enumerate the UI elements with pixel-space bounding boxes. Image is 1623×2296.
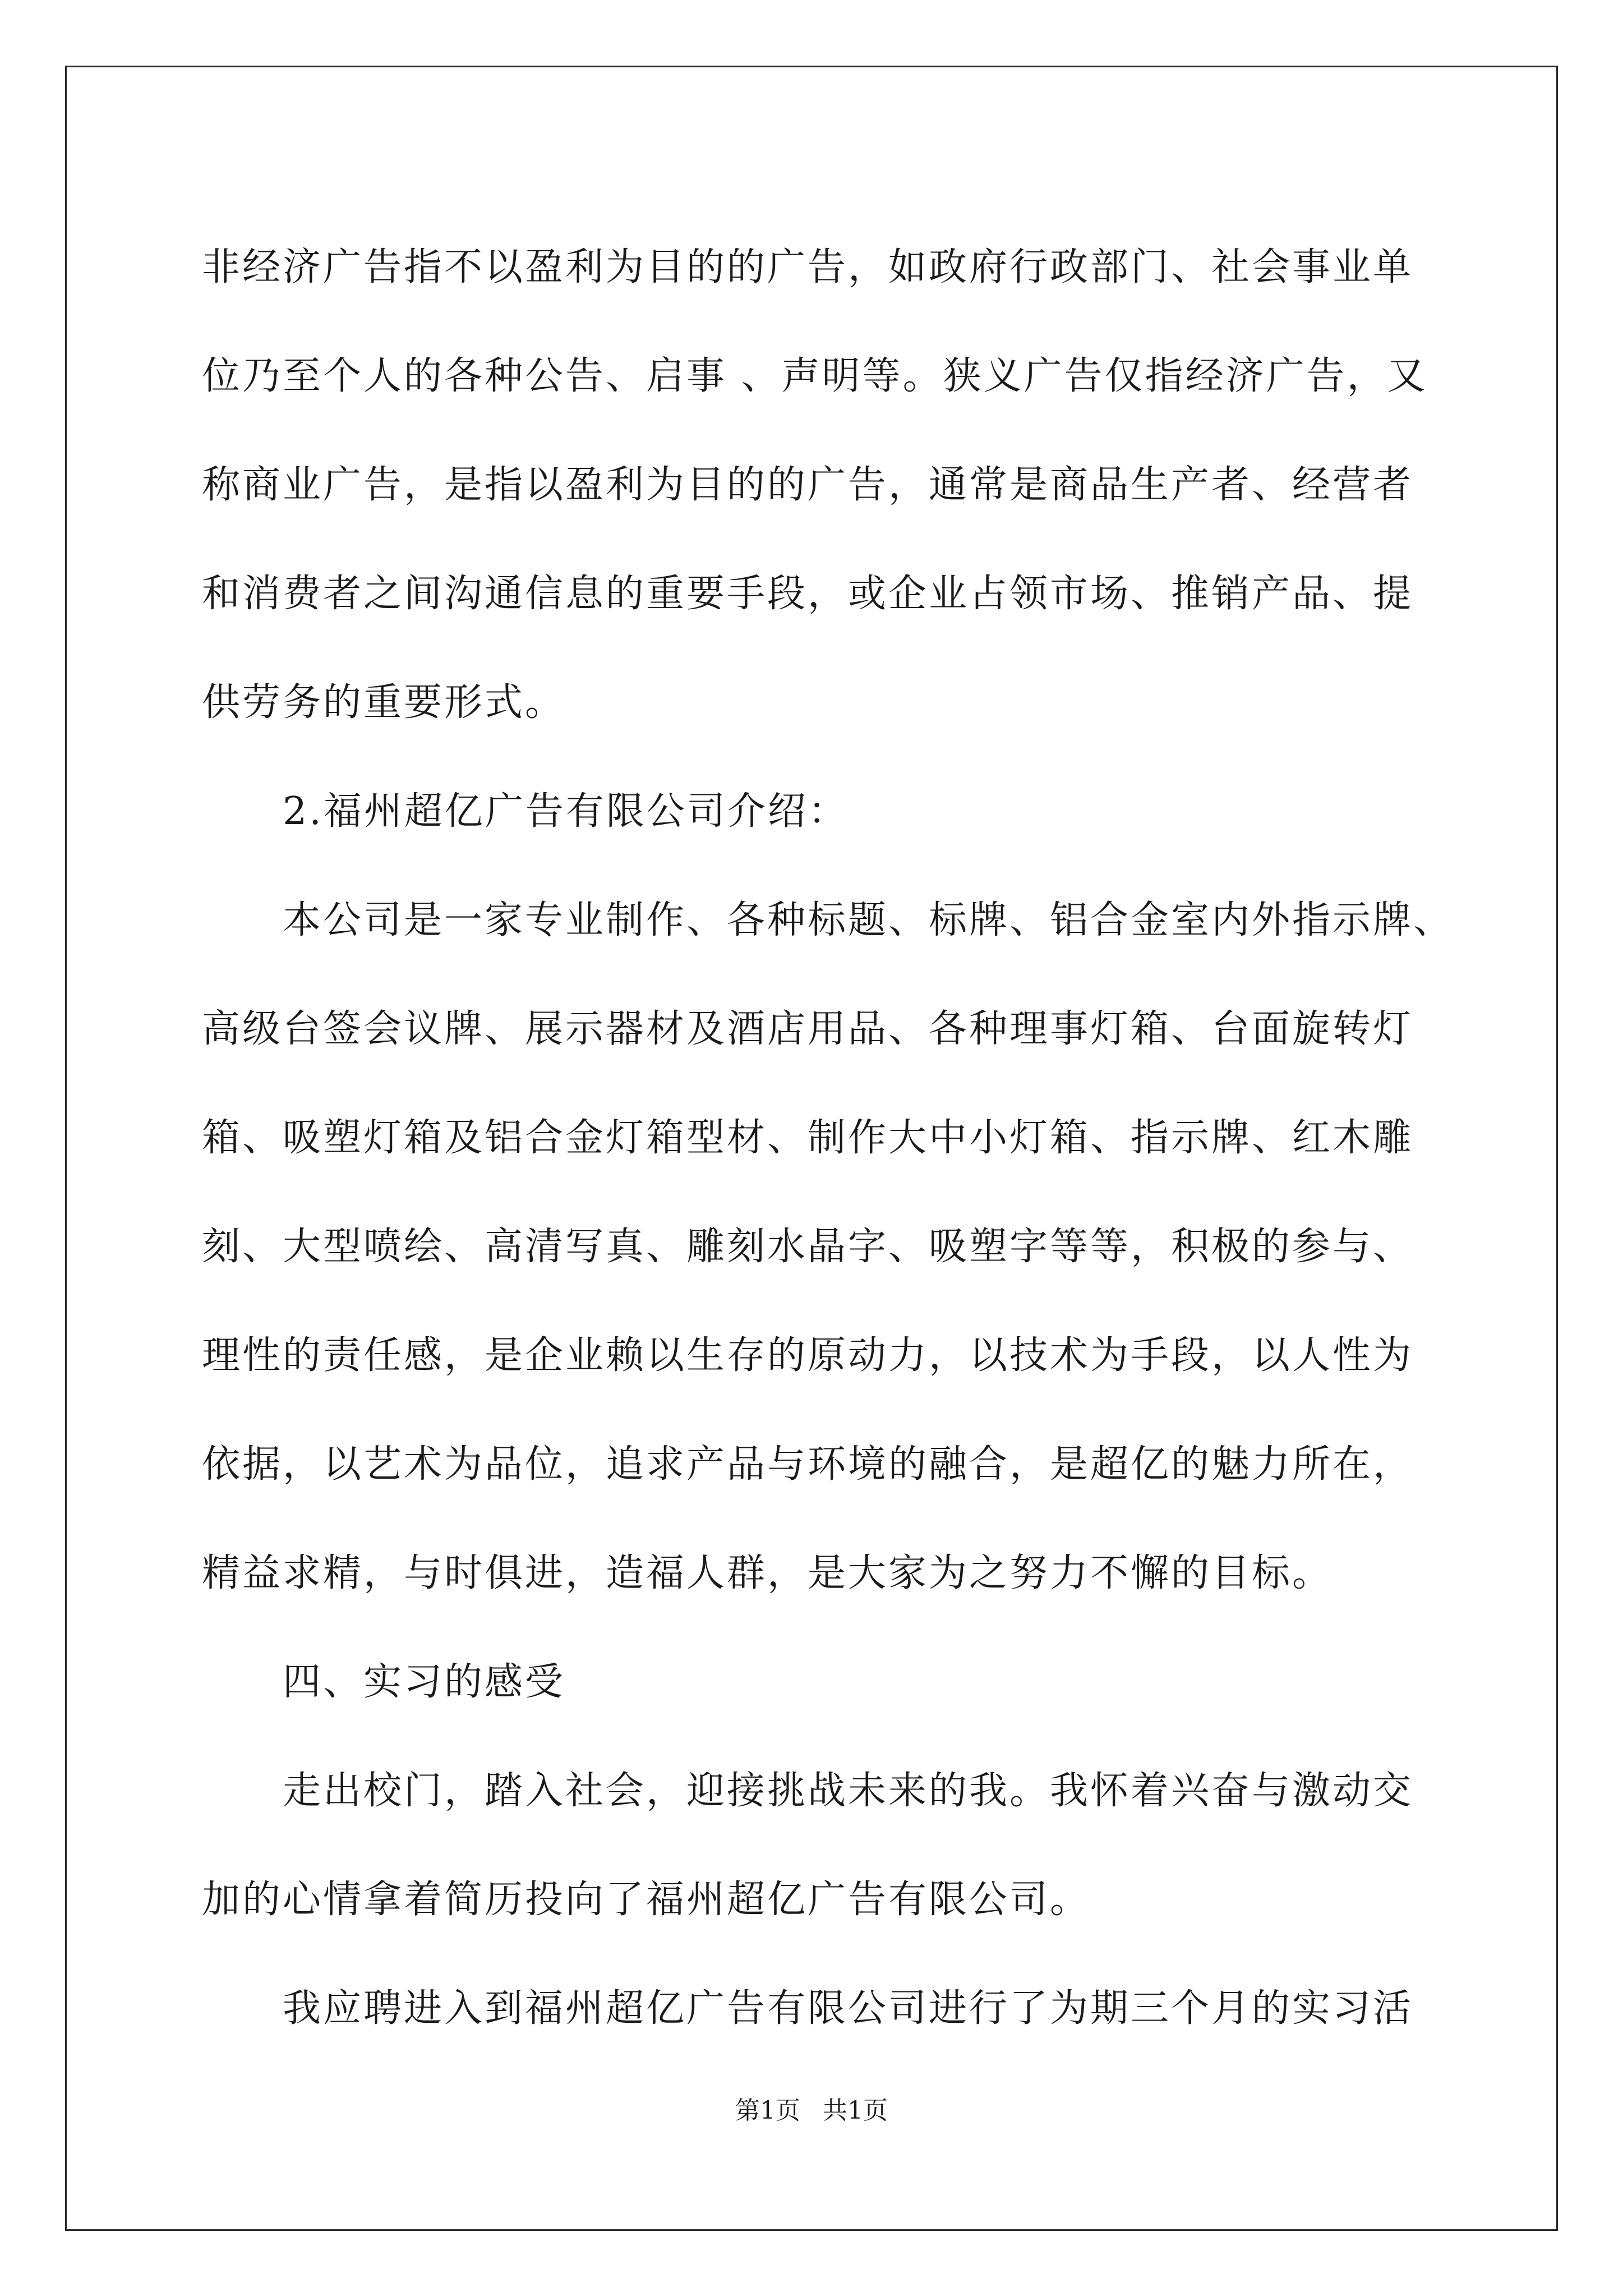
text-line: 供劳务的重要形式。 [202, 680, 566, 725]
text-line: 箱、吸塑灯箱及铝合金灯箱型材、制作大中小灯箱、指示牌、红木雕 [202, 1116, 1414, 1160]
text-line: 和消费者之间沟通信息的重要手段，或企业占领市场、推销产品、提 [202, 572, 1414, 616]
text-line: 非经济广告指不以盈利为目的的广告，如政府行政部门、社会事业单 [202, 245, 1414, 289]
section-heading: 2.福州超亿广告有限公司介绍： [283, 789, 849, 834]
page-number: 第1页 [735, 2096, 800, 2125]
page-footer [0, 2094, 1623, 2128]
text-line: 称商业广告，是指以盈利为目的的广告，通常是商品生产者、经营者 [202, 463, 1414, 507]
document-body [202, 213, 1454, 2063]
section-heading: 四、实习的感受 [283, 1660, 566, 1704]
text-line: 依据，以艺术为品位，追求产品与环境的融合，是超亿的魅力所在， [202, 1442, 1414, 1487]
text-line: 本公司是一家专业制作、各种标题、标牌、铝合金室内外指示牌、 [283, 898, 1454, 942]
text-line: 精益求精，与时俱进，造福人群，是大家为之努力不懈的目标。 [202, 1551, 1333, 1595]
page-total: 共1页 [823, 2096, 888, 2125]
text-line: 理性的责任感，是企业赖以生存的原动力，以技术为手段，以人性为 [202, 1333, 1414, 1378]
text-line: 加的心情拿着简历投向了福州超亿广告有限公司。 [202, 1878, 1091, 1922]
text-line: 高级台签会议牌、展示器材及酒店用品、各种理事灯箱、台面旋转灯 [202, 1007, 1414, 1051]
text-line: 走出校门，踏入社会，迎接挑战未来的我。我怀着兴奋与激动交 [283, 1769, 1414, 1813]
text-line: 刻、大型喷绘、高清写真、雕刻水晶字、吸塑字等等，积极的参与、 [202, 1225, 1414, 1269]
text-line: 位乃至个人的各种公告、启事 、声明等。狭义广告仅指经济广告，又 [202, 354, 1428, 398]
text-line: 我应聘进入到福州超亿广告有限公司进行了为期三个月的实习活 [283, 1986, 1414, 2031]
